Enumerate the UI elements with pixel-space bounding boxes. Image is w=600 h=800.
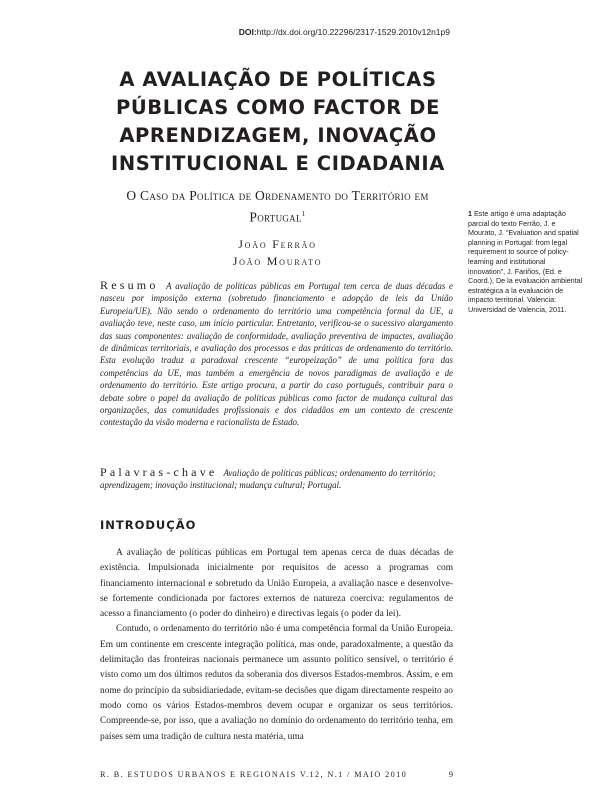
abstract bbox=[100, 279, 453, 429]
keywords-text: Avaliação de políticas públicas; ordenamento do território; aprendizagem; inovação institucional; mudança cultural; Portugal. bbox=[100, 468, 436, 491]
article-title: A AVALIAÇÃO DE POLÍTICAS PÚBLICAS COMO FACTOR DE APRENDIZAGEM, INOVAÇÃO INSTITUCIONAL E CIDADANIA bbox=[111, 68, 445, 175]
footnote-text: Este artigo é uma adaptação parcial do texto Ferrão, J. e Mourato, J. “Evaluation and spatial planning in Portugal: from legal requirement to source of policy-learning and institutional innovation”, J. Fariños, (Ed. e Coord.), De la evaluación ambiental estratégica a la evaluación de impacto territorial. Valencia: Universidad de Valencia, 2011. bbox=[468, 209, 583, 314]
footnote bbox=[468, 209, 584, 315]
author-name: João Mourato bbox=[232, 254, 323, 268]
footnote-ref[interactable]: 1 bbox=[301, 210, 306, 218]
doi-line bbox=[210, 27, 450, 37]
page-number: 9 bbox=[448, 770, 453, 779]
keywords bbox=[100, 466, 453, 492]
body-paragraph: A avaliação de políticas públicas em Portugal tem apenas cerca de duas décadas de existência. Impulsionada inicialmente por requisitos de acesso a programas com financiamento internacional e sobretudo da União Europeia, a avaliação nasce e desenvolve-se fortemente condicionada por factores externos de natureza coerciva: regulamentos de acesso a financiamento (o poder do dinheiro) e directivas legais (o poder da lei). bbox=[100, 548, 453, 620]
body-paragraph: Contudo, o ordenamento do território não é uma competência formal da União Europeia. Em um continente em crescente integração política, mas onde, paradoxalmente, a questão da delimitação das fronteiras nacionais permanece um assunto político sensível, o território é visto como um dos últimos redutos da soberania dos diversos Estados-membros. Assim, e em nome do princípio da subsidiariedade, evitam-se decisões que digam directamente respeito ao modo como os vários Estados-membros devem ocupar e organizar os seus territórios. Compreende-se, por isso, que a avaliação no domínio do ordenamento do território tenha, em países sem uma tradição de cultura nesta matéria, uma bbox=[100, 624, 453, 742]
abstract-label: Resumo bbox=[100, 278, 159, 292]
page-footer bbox=[100, 770, 453, 779]
article-subtitle bbox=[100, 186, 455, 227]
keywords-label: Palavras-chave bbox=[100, 465, 218, 479]
doi-label: DOI: bbox=[238, 27, 257, 37]
author-name: João Ferrão bbox=[238, 237, 317, 251]
journal-citation: R. B. ESTUDOS URBANOS E REGIONAIS V.12, N.1 / MAIO 2010 bbox=[100, 770, 408, 779]
section-heading: INTRODUÇÃO bbox=[100, 518, 197, 532]
abstract-text: A avaliação de políticas públicas em Portugal tem cerca de duas décadas e nasceu por imposição externa (sobretudo financiamento e adopção de leis da União Europeia/UE). Não sendo o ordenamento do território uma competência formal da UE, a avaliação teve, neste caso, um início particular. Entretanto, verificou-se o sucessivo alargamento das suas componentes: avaliação de conformidade, avaliação preventiva de impactes, avaliação de dinâmicas territoriais, e avaliação dos processos e das práticas de ordenamento do território. Esta evolução traduz a paradoxal crescente “europeização” de uma política fora das competências da UE, mas também a emergência de novos paradigmas de avaliação e de ordenamento do território. Este artigo procura, a partir do caso português, contribuir para o debate sobre o papel da avaliação de políticas públicas como factor de mudança cultural das organizações, das comunidades profissionais e dos cidadãos em um contexto de crescente contestação da visão moderna e racionalista de Estado. bbox=[100, 281, 453, 428]
authors bbox=[100, 236, 455, 270]
footnote-number: 1 bbox=[468, 209, 472, 218]
doi-link[interactable]: http://dx.doi.org/10.22296/2317-1529.2010v12n1p9 bbox=[256, 27, 450, 37]
body-text bbox=[100, 546, 453, 745]
subtitle-text: O Caso da Política de Ordenamento do Território em Portugal bbox=[126, 188, 429, 225]
